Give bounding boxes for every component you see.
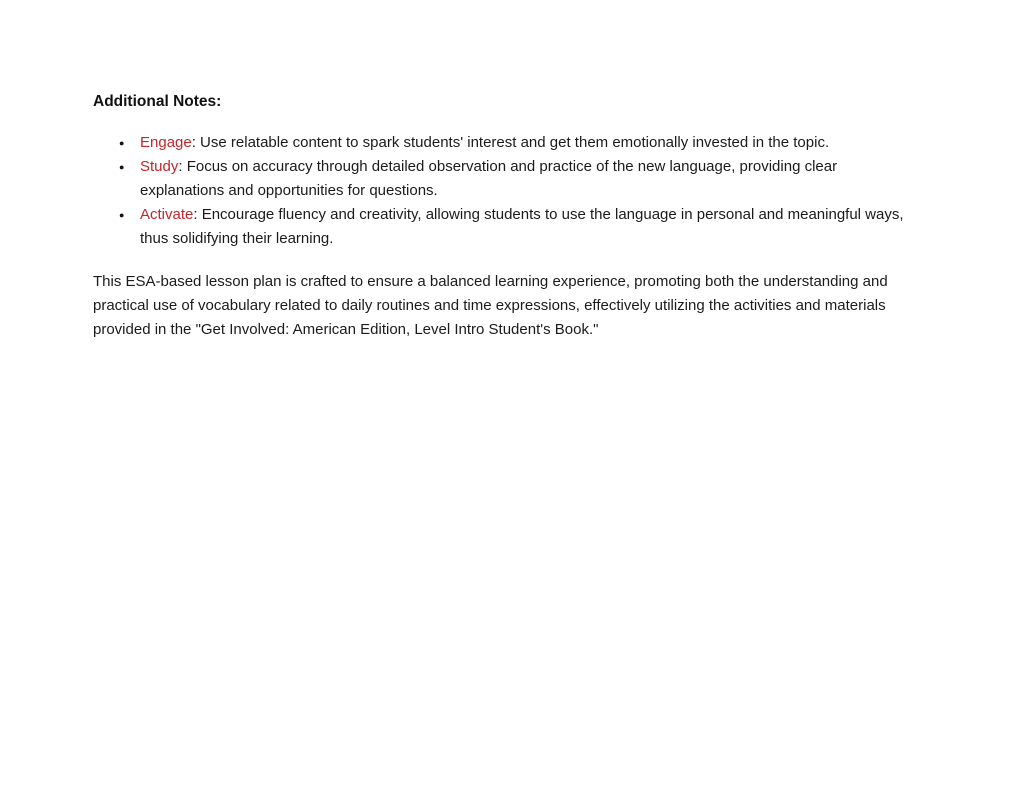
document-content: [93, 90, 923, 342]
additional-notes-heading: Additional Notes:: [93, 93, 222, 110]
activate-term: Activate: [140, 206, 194, 223]
bullet-icon: ●: [119, 138, 125, 148]
closing-paragraph: This ESA-based lesson plan is crafted to ensure a balanced learning experience, promoting both the understanding and practical use of vocabulary related to daily routines and time expressions, effectively utilizing the activities and materials provided in the "Get Involved: American Edition, Level Intro Student's Book.": [93, 273, 888, 338]
esa-notes-list: [93, 131, 923, 251]
list-item-engage: [93, 131, 923, 155]
list-item-activate: [93, 203, 923, 251]
activate-description: : Encourage fluency and creativity, allowing students to use the language in personal and meaningful ways, thus solidifying their learning.: [140, 206, 904, 247]
engage-description: : Use relatable content to spark students' interest and get them emotionally invested in the topic.: [191, 134, 830, 151]
study-description: : Focus on accuracy through detailed observation and practice of the new language, providing clear explanations and opportunities for questions.: [140, 158, 838, 199]
bullet-icon: ●: [119, 210, 125, 220]
list-item-study: [93, 155, 923, 203]
study-term: Study: [140, 158, 179, 175]
bullet-icon: ●: [119, 162, 125, 172]
engage-term: Engage: [140, 134, 192, 151]
